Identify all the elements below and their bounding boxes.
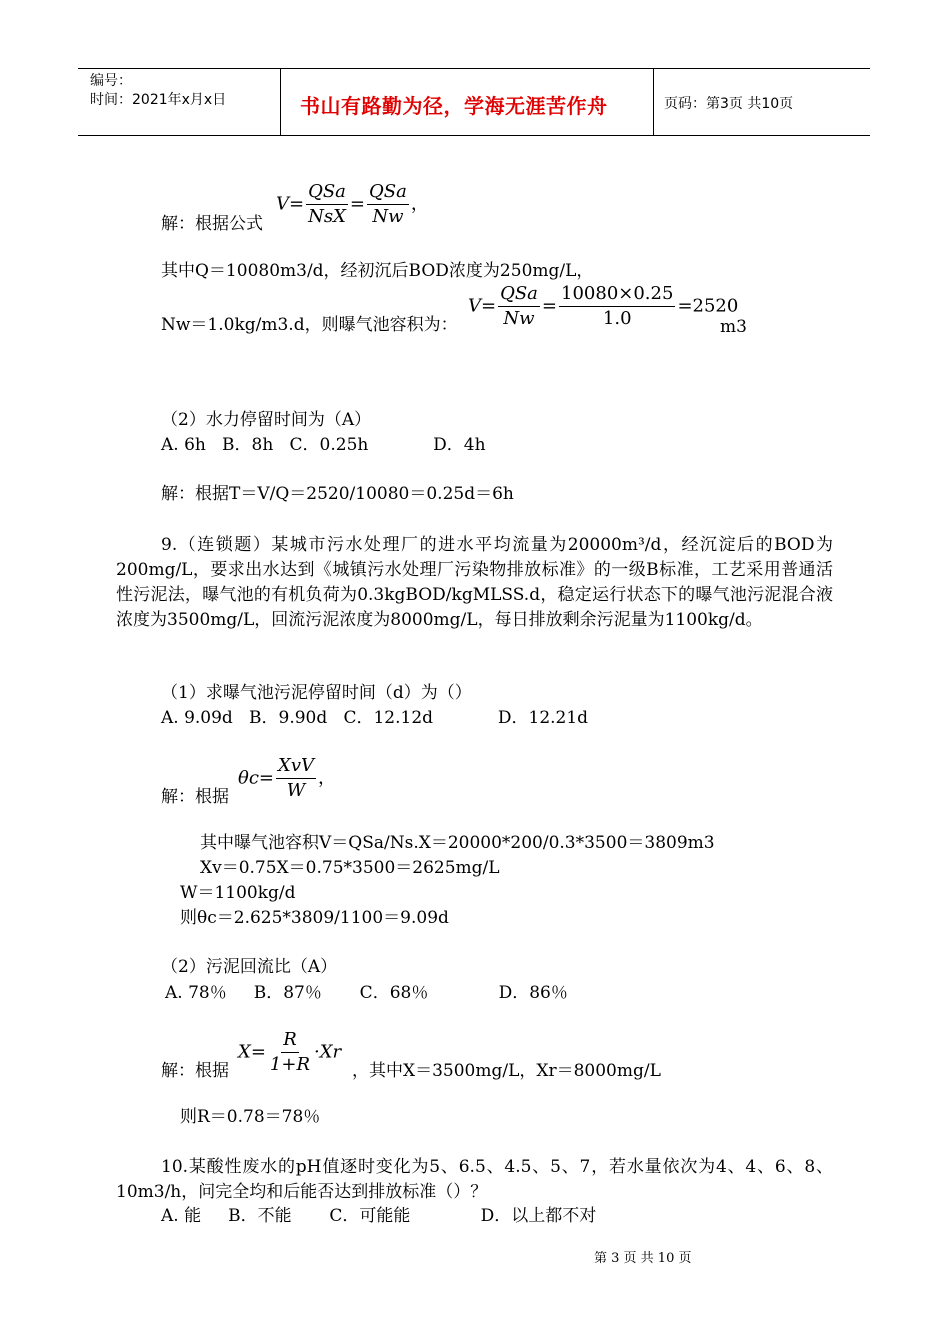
time-label: 时间：2021年x月x日 [90,92,227,108]
calc-line: 则θc＝2.625*3809/1100＝9.09d [180,908,449,928]
header-divider-left [280,68,281,136]
formula-return-ratio: X= $\frac{R}{1+R}$ ·Xr [238,1029,342,1075]
fraction: $\frac{\text{QSa}}{\text{NsX}}$ [308,181,346,227]
solution-condition: ，其中X＝3500mg/L，Xr＝8000mg/L [352,1061,661,1081]
question-options: A. 能 B．不能 C．可能能 D．以上都不对 [161,1206,597,1226]
problem-9-paragraph: 9.（连锁题）某城市污水处理厂的进水平均流量为20000m³/d，经沉淀后的BOD为200mg/L，要求出水达到《城镇污水处理厂污染物排放标准》的一级B标准，工艺采用普通活性污泥法，曝气池的有机负荷为0.3kgBOD/kgMLSS.d，稳定运行状态下的曝气池污泥混合液浓度为3500mg/L，回流污泥浓度为8000mg/L，每日排放剩余污泥量为1100kg/d。 [116,535,833,630]
question-text: （2）污泥回流比（A） [161,957,338,977]
header-top-rule [78,68,870,69]
result-line: 则R＝0.78＝78％ [180,1107,321,1127]
solution-prefix: 解：根据公式 [161,214,263,234]
question-text: （1）求曝气池污泥停留时间（d）为（） [161,683,472,703]
calc-line: 其中曝气池容积V＝QSa/Ns.X＝20000*200/0.3*3500＝3809m3 [200,833,715,853]
solution-text: 解：根据T＝V/Q＝2520/10080＝0.25d＝6h [161,484,514,504]
solution-prefix: 解：根据 [161,1061,229,1081]
fraction: $\frac{\text{QSa}}{Nw}$ [369,181,407,227]
serial-label: 编号： [90,73,132,89]
formula-sludge-age: θc= $\frac{\text{XvV}}{W}$ ， [238,755,336,801]
problem-10-paragraph: 10.某酸性废水的pH值逐时变化为5、6.5、4.5、5、7，若水量依次为4、4、6、8、10m3/h，问完全均和后能否达到排放标准（）？ [116,1157,833,1202]
calc-line: Xv＝0.75X＝0.75*3500＝2625mg/L [200,858,500,878]
fraction: $\frac{\text{XvV}}{W}$ [278,755,314,801]
calc-line: W＝1100kg/d [180,883,296,903]
formula-volume-result: V= $\frac{\text{QSa}}{Nw}$ = $\frac{10080\times 0.25}{1.0}$ =2520 [468,283,739,329]
header-bottom-rule [78,135,870,136]
header-page-info: 页码：第3页 共10页 [664,96,794,112]
fraction: $\frac{10080\times 0.25}{1.0}$ [561,283,674,329]
fraction: $\frac{R}{1+R}$ [269,1029,311,1075]
header-divider-right [653,68,654,136]
question-options: A. 6h B．8h C．0.25h D．4h [161,435,486,455]
page-footer: 第 3 页 共 10 页 [594,1251,692,1266]
formula-volume: V= $\frac{\text{QSa}}{\text{NsX}}$ = $\frac{\text{QSa}}{Nw}$ ， [276,181,429,227]
text-line: 其中Q＝10080m3/d，经初沉后BOD浓度为250mg/L， [161,261,594,281]
solution-prefix: 解：根据 [161,787,229,807]
question-options: A. 9.09d B．9.90d C．12.12d D．12.21d [161,708,589,728]
solution-formula-line [161,212,263,237]
question-options: A. 78％ B．87％ C．68％ D．86％ [165,983,568,1003]
header-motto: 书山有路勤为径，学海无涯苦作舟 [300,94,608,118]
unit-label: m3 [720,317,747,337]
text-line: Nw＝1.0kg/m3.d，则曝气池容积为： [161,315,458,335]
fraction: $\frac{\text{QSa}}{Nw}$ [500,283,538,329]
question-text: （2）水力停留时间为（A） [161,410,372,430]
